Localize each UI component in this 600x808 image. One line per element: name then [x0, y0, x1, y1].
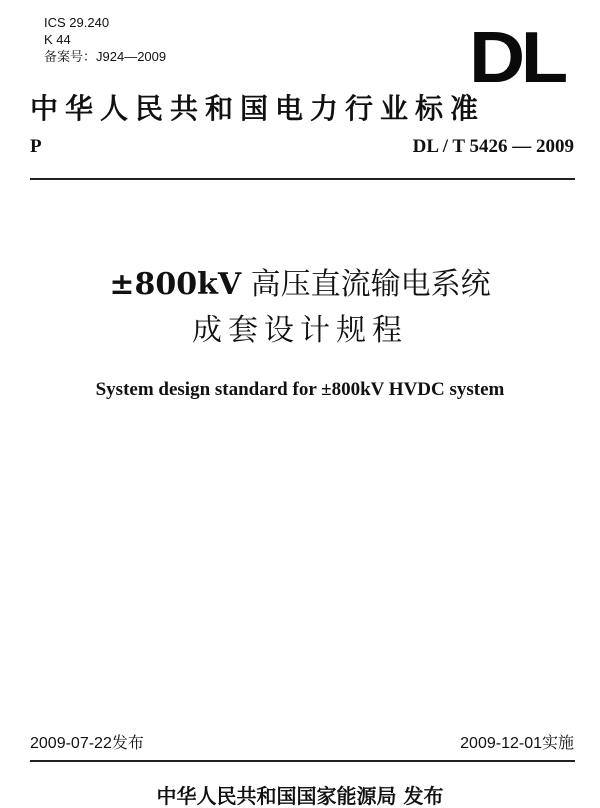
- standard-type-title: 中华人民共和国电力行业标准: [30, 92, 486, 125]
- class-code: K 44: [44, 32, 71, 47]
- record-number: 备案号：J924—2009: [44, 49, 167, 64]
- chinese-title-text: 高压直流输电系统: [241, 267, 491, 302]
- ics-code: ICS 29.240: [44, 15, 110, 30]
- issue-date: 2009-07-22发布: [30, 735, 144, 752]
- top-divider: [30, 178, 575, 180]
- chinese-title-line-1: [0, 266, 600, 304]
- implementation-date: 2009-12-01实施: [460, 735, 574, 752]
- chinese-title-line-2: 成套设计规程: [192, 313, 408, 348]
- voltage-rating: ±800kV: [109, 267, 242, 302]
- dl-logo: DL: [468, 18, 564, 98]
- category-letter: P: [30, 136, 42, 157]
- classification-block: [44, 14, 166, 65]
- bottom-divider: [30, 760, 575, 762]
- publisher: 中华人民共和国国家能源局 发布: [156, 784, 444, 808]
- standard-number: DL / T 5426 — 2009: [412, 136, 574, 157]
- english-title: System design standard for ±800kV HVDC system: [95, 379, 505, 400]
